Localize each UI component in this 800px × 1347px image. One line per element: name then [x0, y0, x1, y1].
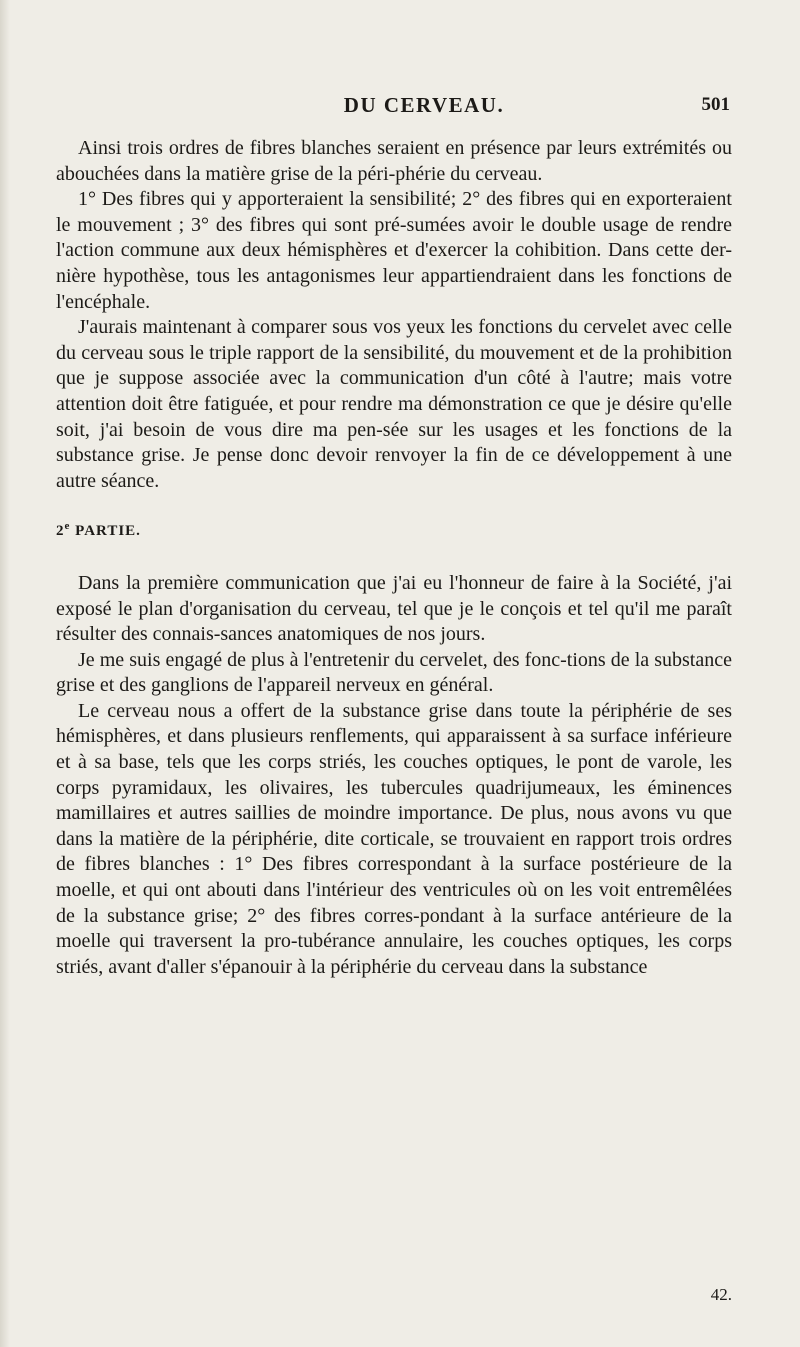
section-label: PARTIE. [75, 523, 141, 540]
running-title: DU CERVEAU. [343, 93, 505, 117]
running-head [118, 90, 730, 120]
section-number: 2 [56, 523, 65, 540]
paragraph-6: Le cerveau nous a offert de la substance grise dans toute la périphérie de ses hémisphères, et dans plusieurs renflements, qui apparaissent à sa surface inférieure et à sa base, tels que les corps striés, les couches optiques, le pont de varole, les corps pyramidaux, les olivaires, les tubercules quadrijumeaux, les éminences mamillaires et autres saillies de moindre importance. De plus, nous avons vu que dans la matière de la périphérie, dite corticale, se trouvaient en rapport trois ordres de fibres blanches : 1° Des fibres correspondant à la surface postérieure de la moelle, et qui ont abouti dans l'intérieur des ventricules où on les voit entremêlées de la substance grise; 2° des fibres corres-pondant à la surface antérieure de la moelle qui traversent la pro-tubérance annulaire, les couches optiques, les corps striés, avant d'aller s'épanouir à la périphérie du cerveau dans la substance [56, 699, 732, 978]
page-gutter [0, 0, 10, 1347]
page-number: 501 [701, 94, 730, 115]
paragraph-3: J'aurais maintenant à comparer sous vos yeux les fonctions du cervelet avec celle du cerveau sous le triple rapport de la sensibilité, du mouvement et de la prohibition que je suppose associée avec la communication d'un côté à l'autre; mais votre attention doit être fatiguée, et pour rendre ma démonstration ce que je désire qu'elle soit, j'ai besoin de vous dire ma pen-sée sur les usages et les fonctions de la substance grise. Je pense donc devoir renvoyer la fin de ce développement à une autre séance. [56, 316, 732, 492]
section-heading [56, 514, 732, 545]
signature-mark: 42. [710, 1285, 732, 1304]
section-ordinal-suffix: e [64, 520, 71, 533]
body-text [56, 136, 732, 980]
paragraph-4: Dans la première communication que j'ai eu l'honneur de faire à la Société, j'ai exposé le plan d'organisation du cerveau, tel que je le conçois et tel qu'il me paraît résulter des connais-sances anatomiques de nos jours. [56, 571, 732, 646]
paragraph-5: Je me suis engagé de plus à l'entretenir du cervelet, des fonc-tions de la substance grise et des ganglions de l'appareil nerveux en général. [56, 648, 732, 697]
paragraph-2: 1° Des fibres qui y apporteraient la sensibilité; 2° des fibres qui en exporteraient le mouvement ; 3° des fibres qui sont pré-sumées avoir le double usage de rendre l'action commune aux deux hémisphères et d'exercer la cohibition. Dans cette der-nière hypothèse, tous les antagonismes leur appartiendraient dans les fonctions de l'encéphale. [56, 188, 732, 313]
paragraph-1: Ainsi trois ordres de fibres blanches seraient en présence par leurs extrémités ou abouchées dans la matière grise de la péri-phérie du cerveau. [56, 137, 732, 185]
